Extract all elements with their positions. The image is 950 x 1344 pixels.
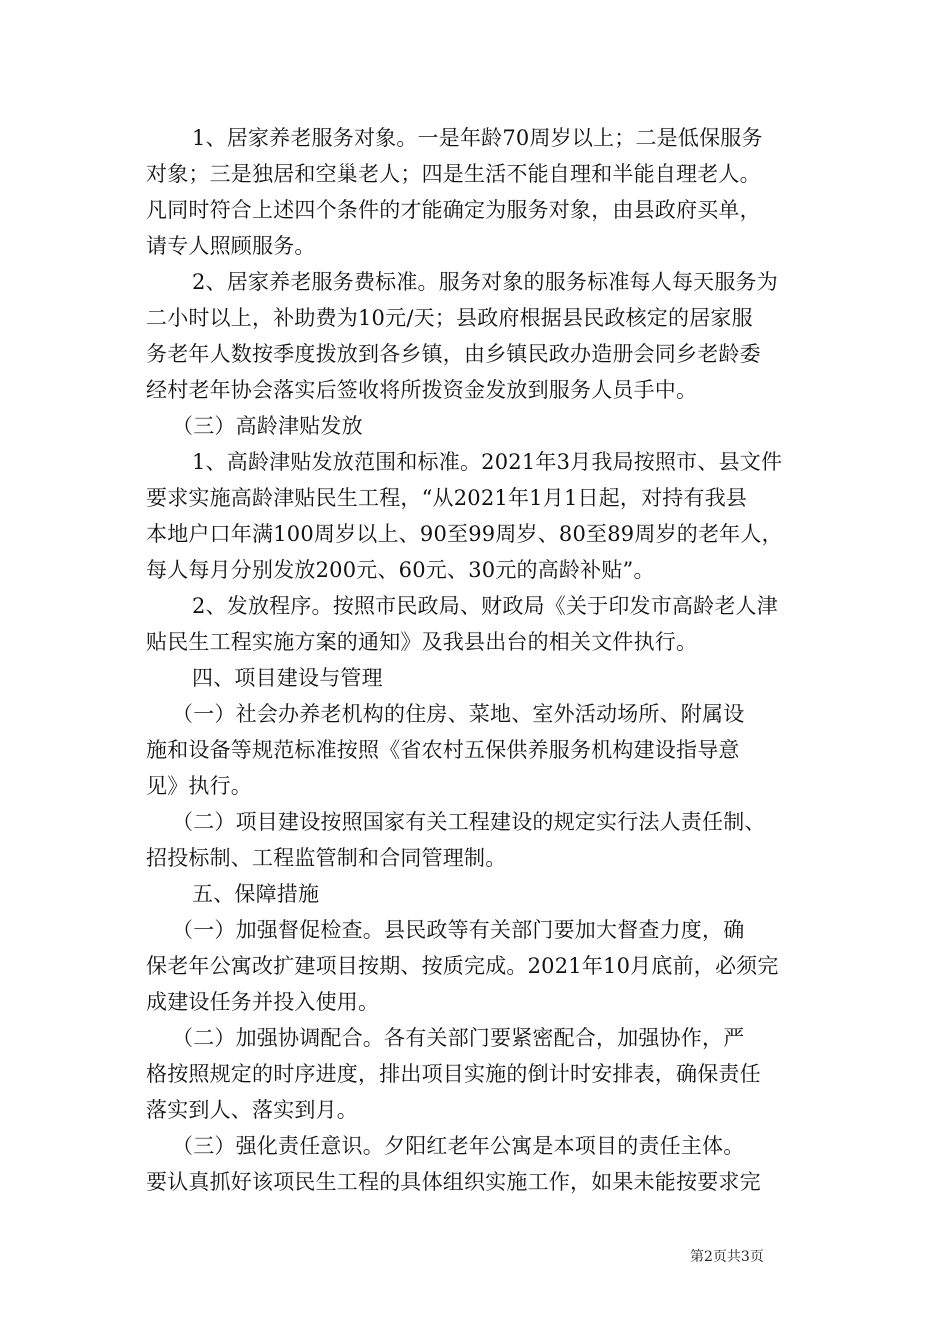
text-line: 招投标制、工程监管制和合同管理制。 — [146, 846, 507, 870]
text-line: 施和设备等规范标准按照《省农村五保供养服务机构建设指导意 — [146, 738, 740, 762]
text-line: 落实到人、落实到月。 — [146, 1098, 358, 1122]
text-line: 成建设任务并投入使用。 — [146, 990, 380, 1014]
text-line: （三）强化责任意识。夕阳红老年公寓是本项目的责任主体。 — [172, 1134, 745, 1158]
text-line: 见》执行。 — [146, 774, 252, 798]
text-line: 务老年人数按季度拨放到各乡镇，由乡镇民政办造册会同乡老龄委 — [146, 342, 761, 366]
text-line: 每人每月分别发放200元、60元、30元的高龄补贴”。 — [146, 558, 655, 582]
text-line: 凡同时符合上述四个条件的才能确定为服务对象，由县政府买单， — [146, 198, 761, 222]
text-line: 贴民生工程实施方案的通知》及我县出台的相关文件执行。 — [146, 630, 698, 654]
page-number: 第2页共3页 — [690, 1249, 764, 1265]
text-line: 对象；三是独居和空巢老人；四是生活不能自理和半能自理老人。 — [146, 162, 761, 186]
section-heading: 五、保障措施 — [192, 882, 320, 906]
text-line: 请专人照顾服务。 — [146, 234, 316, 258]
text-line: 格按照规定的时序进度，排出项目实施的倒计时安排表，确保责任 — [146, 1062, 761, 1086]
section-heading: 四、项目建设与管理 — [192, 666, 383, 690]
text-line: （一）加强督促检查。县民政等有关部门要加大督查力度，确 — [172, 918, 745, 942]
text-line: （二）项目建设按照国家有关工程建设的规定实行法人责任制、 — [172, 810, 766, 834]
text-line: 经村老年协会落实后签收将所拨资金发放到服务人员手中。 — [146, 378, 698, 402]
text-line: 要求实施高龄津贴民生工程，“从2021年1月1日起，对持有我县 — [146, 486, 748, 510]
text-line: 1、居家养老服务对象。一是年龄70周岁以上；二是低保服务 — [192, 126, 763, 150]
text-line: 二小时以上，补助费为10元/天；县政府根据县民政核定的居家服 — [146, 306, 753, 330]
text-line: （一）社会办养老机构的住房、菜地、室外活动场所、附属设 — [172, 702, 745, 726]
text-line: 1、高龄津贴发放范围和标准。2021年3月我局按照市、县文件 — [192, 450, 783, 474]
text-line: 要认真抓好该项民生工程的具体组织实施工作，如果未能按要求完 — [146, 1170, 761, 1194]
text-line: 2、居家养老服务费标准。服务对象的服务标准每人每天服务为 — [192, 270, 778, 294]
section-heading: （三）高龄津贴发放 — [172, 414, 363, 438]
text-line: 本地户口年满100周岁以上、90至99周岁、80至89周岁的老年人， — [146, 522, 783, 546]
text-line: 2、发放程序。按照市民政局、财政局《关于印发市高龄老人津 — [192, 594, 778, 618]
text-line: 保老年公寓改扩建项目按期、按质完成。2021年10月底前，必须完 — [146, 954, 779, 978]
text-line: （二）加强协调配合。各有关部门要紧密配合，加强协作，严 — [172, 1026, 745, 1050]
